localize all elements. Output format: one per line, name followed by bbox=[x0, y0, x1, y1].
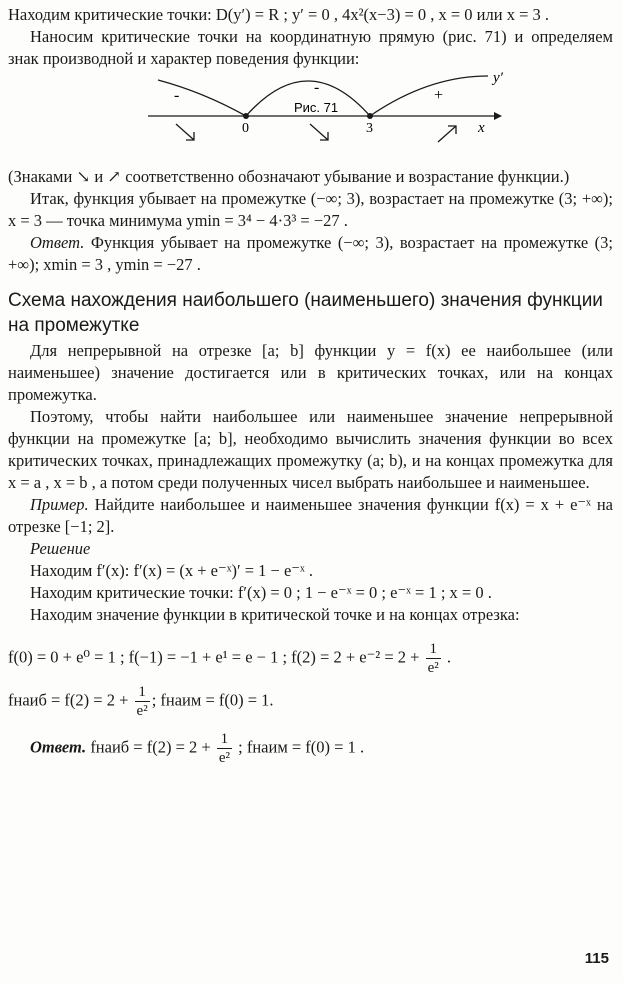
point-label-0: 0 bbox=[242, 121, 249, 136]
final-answer-max: fнаиб = f(2) = 2 + bbox=[86, 737, 211, 757]
fraction-denominator: e² bbox=[136, 703, 148, 719]
critical-point-3 bbox=[367, 113, 373, 119]
sign-middle: - bbox=[314, 79, 320, 96]
formula-values bbox=[8, 640, 613, 677]
sign-right: + bbox=[434, 87, 444, 104]
answer-label: Ответ. bbox=[30, 233, 85, 252]
increase-arrow-icon bbox=[438, 126, 456, 142]
figure-caption: Рис. 71 bbox=[294, 100, 339, 115]
example-text: Найдите наибольшее и наименьшее значения функции f(x) = x + e⁻ˣ на отрезке [−1; 2]. bbox=[8, 495, 613, 536]
formula-values-text: f(0) = 0 + e⁰ = 1 ; f(−1) = −1 + e¹ = e − 1 ; f(2) = 2 + e⁻² = 2 + bbox=[8, 647, 420, 667]
solution-step-3: Находим значение функции в критической точке и на концах отрезка: bbox=[30, 605, 520, 624]
figure-71 bbox=[8, 72, 613, 150]
paragraph-number-line: Наносим критические точки на координатную прямую (рис. 71) и определяем знак производной и характер поведения функции: bbox=[8, 27, 613, 68]
example-label: Пример. bbox=[30, 495, 89, 514]
decrease-arrow-icon bbox=[176, 124, 194, 140]
axis-label-x: x bbox=[478, 120, 485, 136]
fraction-denominator: e² bbox=[427, 660, 439, 676]
formula-max-text: fнаиб = f(2) = 2 + bbox=[8, 690, 129, 710]
section-heading: Схема нахождения наибольшего (наименьшего) значения функции на промежутке bbox=[8, 290, 603, 336]
paragraph-critical-points: Находим критические точки: D(y′) = R ; y′ = 0 , 4x²(x−3) = 0 , x = 0 или x = 3 . bbox=[8, 5, 550, 24]
fraction bbox=[426, 640, 441, 677]
curve-label-yprime: y′ bbox=[493, 72, 503, 86]
fraction-numerator: 1 bbox=[426, 640, 441, 659]
fraction bbox=[135, 683, 150, 720]
solution-step-1: Находим f′(x): f′(x) = (x + e⁻ˣ)′ = 1 − e⁻ˣ . bbox=[30, 561, 313, 580]
formula-values-end: . bbox=[442, 647, 452, 667]
point-label-3: 3 bbox=[366, 121, 373, 136]
final-answer-label: Ответ. bbox=[30, 737, 87, 757]
paragraph-example bbox=[8, 494, 613, 538]
formula-min-text: ; fнаим = f(0) = 1. bbox=[151, 690, 274, 710]
paragraph-answer bbox=[8, 232, 613, 276]
sign-left: - bbox=[174, 87, 180, 104]
paragraph-method: Поэтому, чтобы найти наибольшее или наименьшее значение непрерывной функции на промежутке [a; b], необходимо вычислить значения функции во всех критических точках, принадлежащих промежутку (a; b), и на концах промежутка для x = a , x = b , а потом среди полученных чисел выбрать наибольшее и наименьшее. bbox=[8, 407, 613, 492]
fraction bbox=[217, 730, 232, 767]
formula-answer bbox=[8, 730, 613, 767]
critical-point-0 bbox=[243, 113, 249, 119]
fraction-numerator: 1 bbox=[135, 683, 150, 702]
final-answer-min: ; fнаим = f(0) = 1 . bbox=[234, 737, 365, 757]
page-content bbox=[8, 4, 613, 767]
paragraph-theorem: Для непрерывной на отрезке [a; b] функции y = f(x) ее наибольшее (или наименьшее) значение достигается или в критических точках, или на концах промежутка. bbox=[8, 341, 613, 404]
answer-text: Функция убывает на промежутке (−∞; 3), возрастает на промежутке (3; +∞); xmin = 3 , ymin = −27 . bbox=[8, 233, 613, 274]
paragraph-arrows-note: (Знаками ↘ и ↗ соответственно обозначают убывание и возрастание функции.) bbox=[8, 167, 570, 186]
fraction-numerator: 1 bbox=[217, 730, 232, 749]
formula-max-min bbox=[8, 683, 613, 720]
solution-step-2: Находим критические точки: f′(x) = 0 ; 1 − e⁻ˣ = 0 ; e⁻ˣ = 1 ; x = 0 . bbox=[30, 583, 492, 602]
fraction-denominator: e² bbox=[218, 750, 230, 766]
paragraph-conclusion: Итак, функция убывает на промежутке (−∞; 3), возрастает на промежутке (3; +∞); x = 3 — точка минимума ymin = 3⁴ − 4·3³ = −27 . bbox=[8, 189, 613, 230]
decrease-arrow-icon bbox=[310, 124, 328, 140]
page-number: 115 bbox=[584, 950, 609, 967]
axis-arrow-icon bbox=[494, 112, 502, 120]
solution-label: Решение bbox=[30, 539, 91, 558]
